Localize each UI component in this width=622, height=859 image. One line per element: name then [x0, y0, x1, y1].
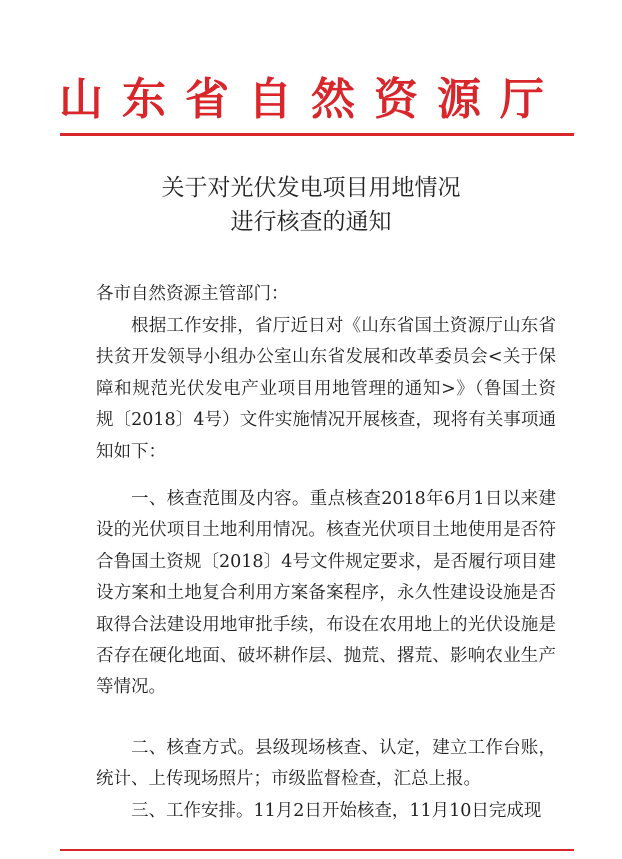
body-paragraph-intro: 根据工作安排，省厅近日对《山东省国土资源厅山东省扶贫开发领导小组办公室山东省发展和改革委员会<关于保障和规范光伏发电产业项目用地管理的通知>》（鲁国土资规〔2018〕4号）文件实施情况开展核查，现将有关事项通知如下： [96, 316, 556, 462]
body-paragraph-scope: 一、核查范围及内容。重点核查2018年6月1日以来建设的光伏项目土地利用情况。核查光伏项目土地使用是否符合鲁国土资规〔2018〕4号文件规定要求，是否履行项目建设方案和土地复合利用方案备案程序，永久性建设设施是否取得合法建设用地审批手续，布设在农用地上的光伏设施是否存在硬化地面、破坏耕作层、抛荒、撂荒、影响农业生产等情况。 [96, 489, 556, 698]
body-paragraph-schedule: 三、工作安排。11月2日开始核查，11月10日完成现 [131, 801, 542, 821]
body-paragraph-method: 二、核查方式。县级现场核查、认定，建立工作台账，统计、上传现场照片；市级监督检查，汇总上报。 [96, 738, 556, 790]
footer-red-rule [60, 849, 574, 851]
header-red-rule [60, 133, 574, 136]
salutation: 各市自然资源主管部门： [96, 284, 289, 304]
document-title-line-1: 关于对光伏发电项目用地情况 [161, 175, 461, 201]
document-title-line-2: 进行核查的通知 [230, 209, 392, 235]
document-header-org-name: 山东省自然资源厅 [59, 74, 563, 125]
